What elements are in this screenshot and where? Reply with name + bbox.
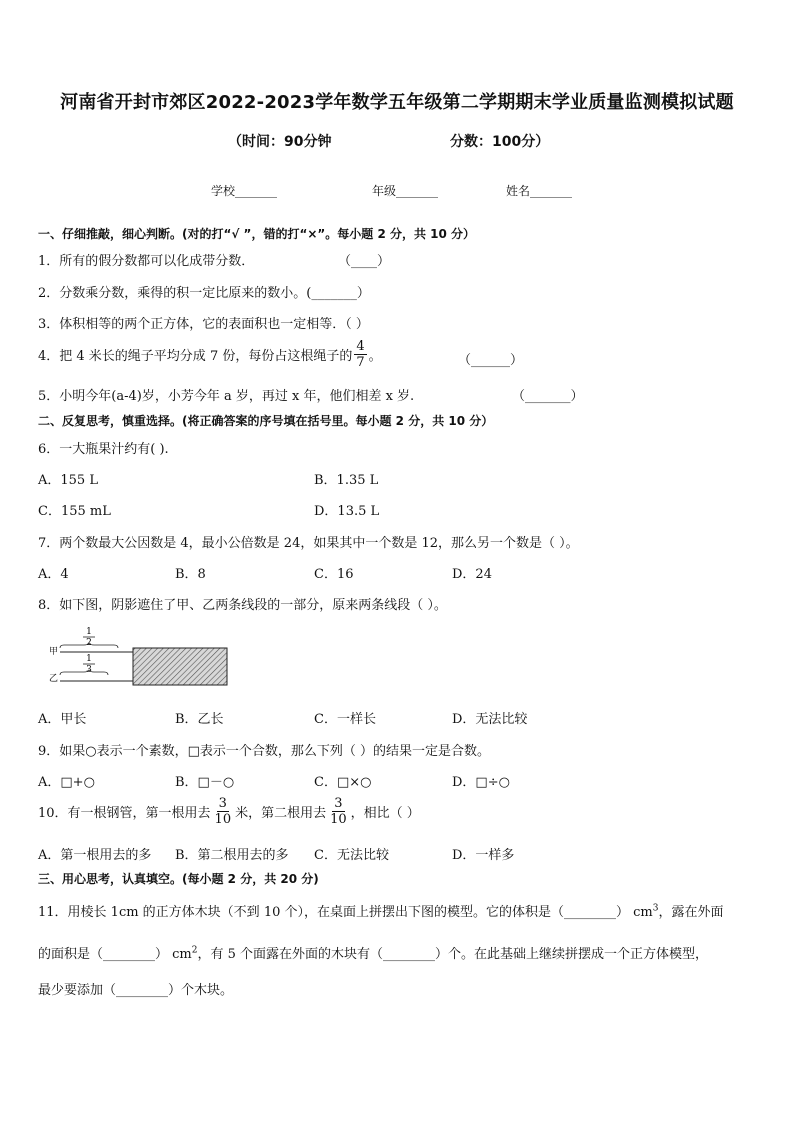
fraction-numerator: 4 xyxy=(356,339,365,354)
fig-frac2-denominator: 3 xyxy=(86,665,92,675)
question-11-line-3: 最少要添加（________）个木块。 xyxy=(38,983,234,998)
question-10 xyxy=(38,796,420,827)
fig-frac1-denominator: 2 xyxy=(86,638,92,648)
question-11-line-1 xyxy=(38,901,723,920)
q11-sup-square: 2 xyxy=(191,945,198,956)
exam-time: （时间：90分钟 xyxy=(228,134,332,150)
q8-option-c: C．一样长 xyxy=(314,712,376,727)
question-1 xyxy=(38,250,254,269)
question-10-fraction-1 xyxy=(213,796,234,827)
question-5: 5．小明今年(a-4)岁，小芳今年 a 岁，再过 x 年，他们相差 x 岁. xyxy=(38,389,415,404)
question-10-fraction-2 xyxy=(328,796,349,827)
q6-option-c: C．155 mL xyxy=(38,504,111,519)
question-10-mid: 米，第二根用去 xyxy=(235,806,327,821)
section-3-heading: 三、用心思考，认真填空。(每小题 2 分，共 20 分) xyxy=(38,872,319,886)
question-1-text: 1．所有的假分数都可以化成带分数． xyxy=(38,254,255,269)
question-6: 6．一大瓶果汁约有( ). xyxy=(38,442,169,457)
question-4-fraction xyxy=(354,339,366,370)
q7-option-c: C．16 xyxy=(314,567,354,582)
shaded-block xyxy=(133,648,227,685)
q10-option-b: B．第二根用去的多 xyxy=(175,848,289,863)
q11-sup-cubic: 3 xyxy=(652,903,659,914)
q8-option-a: A．甲长 xyxy=(38,712,87,727)
question-5-blank: （_______） xyxy=(512,389,584,404)
q7-option-b: B．8 xyxy=(175,567,206,582)
question-10-pre: 10．有一根钢管，第一根用去 xyxy=(38,806,211,821)
q9-option-d: D．□÷○ xyxy=(452,775,510,790)
label-yi: 乙 xyxy=(49,674,59,684)
question-11-line-2 xyxy=(38,943,708,962)
fraction-denominator: 10 xyxy=(214,812,232,827)
q7-option-d: D．24 xyxy=(452,567,492,582)
question-3: 3．体积相等的两个正方体，它的表面积也一定相等．（ ） xyxy=(38,317,369,332)
q6-option-b: B．1.35 L xyxy=(314,473,379,488)
question-10-post: ，相比（ ） xyxy=(350,806,420,821)
yi-brace xyxy=(60,670,108,675)
q11-line1-a: 11．用棱长 1cm 的正方体木块（不到 10 个），在桌面上拼摆出下图的模型。它的体积是（________） cm xyxy=(38,905,653,920)
question-8: 8．如下图，阴影遮住了甲、乙两条线段的一部分，原来两条线段（ ）。 xyxy=(38,598,447,613)
label-jia: 甲 xyxy=(49,647,59,657)
section-2-heading: 二、反复思考，慎重选择。(将正确答案的序号填在括号里。每小题 2 分，共 10 分） xyxy=(38,414,494,428)
fraction-numerator: 3 xyxy=(218,796,227,811)
q11-line1-b: ，露在外面 xyxy=(658,905,724,920)
question-7: 7．两个数最大公因数是 4，最小公倍数是 24，如果其中一个数是 12，那么另一个数是（ ）。 xyxy=(38,536,579,551)
q7-option-a: A．4 xyxy=(38,567,69,582)
grade-field: 年级_______ xyxy=(372,184,439,198)
name-field: 姓名_______ xyxy=(506,184,573,198)
q6-option-a: A．155 L xyxy=(38,473,98,488)
school-field: 学校_______ xyxy=(211,184,278,198)
question-2: 2．分数乘分数，乘得的积一定比原来的数小。(_______） xyxy=(38,286,370,301)
q8-option-b: B．乙长 xyxy=(175,712,224,727)
question-1-blank: （____） xyxy=(338,254,391,269)
question-4-text: 4．把 4 米长的绳子平均分成 7 份，每份占这根绳子的 xyxy=(38,349,353,364)
fig-frac1-numerator: 1 xyxy=(86,627,92,637)
q11-line2-a: 的面积是（________） cm xyxy=(38,947,192,962)
q10-option-c: C．无法比较 xyxy=(314,848,389,863)
question-8-figure xyxy=(40,624,280,690)
page-title: 河南省开封市郊区2022-2023学年数学五年级第二学期期末学业质量监测模拟试题 xyxy=(60,92,734,113)
fig-frac2-numerator: 1 xyxy=(86,654,92,664)
question-4 xyxy=(38,339,382,370)
fraction-denominator: 7 xyxy=(356,355,365,370)
q9-option-b: B．□－○ xyxy=(175,775,235,790)
q8-option-d: D．无法比较 xyxy=(452,712,528,727)
question-9: 9．如果○表示一个素数，□表示一个合数，那么下列（ ）的结果一定是合数。 xyxy=(38,744,491,759)
exam-score: 分数：100分） xyxy=(450,134,550,150)
fraction-denominator: 10 xyxy=(330,812,347,827)
q9-option-c: C．□×○ xyxy=(314,775,372,790)
q6-option-d: D．13.5 L xyxy=(314,504,380,519)
q9-option-a: A．□+○ xyxy=(38,775,95,790)
question-4-end: 。 xyxy=(368,349,382,364)
q10-option-a: A．第一根用去的多 xyxy=(38,848,152,863)
q11-line2-b: ，有 5 个面露在外面的木块有（________）个。在此基础上继续拼摆成一个正方体模型， xyxy=(197,947,709,962)
section-1-heading: 一、仔细推敲，细心判断。(对的打“√ ”，错的打“×”。每小题 2 分，共 10 分） xyxy=(38,227,476,241)
q10-option-d: D．一样多 xyxy=(452,848,515,863)
question-4-blank: （______） xyxy=(458,353,524,368)
fraction-numerator: 3 xyxy=(334,796,343,811)
